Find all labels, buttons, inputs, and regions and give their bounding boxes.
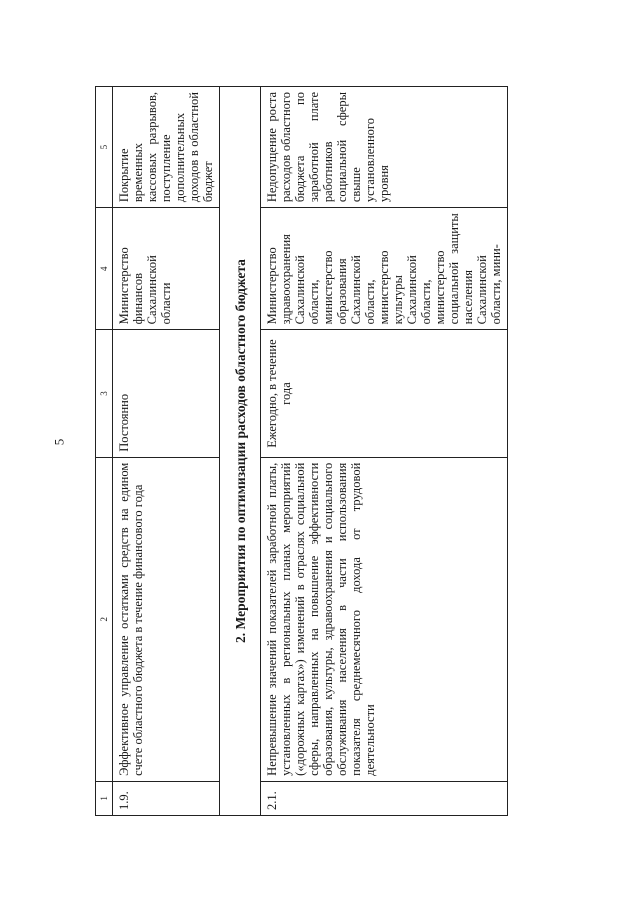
rotated-page-content — [95, 56, 635, 856]
result-cell: Покрытие временных кассовых разрывов, поступление дополнительных доходов в областной бюджет — [113, 87, 220, 208]
section-heading-row — [220, 87, 261, 816]
page-number: 5 — [51, 438, 67, 446]
table-row — [113, 87, 220, 816]
table-header-row — [96, 87, 113, 816]
result-cell: Недопущение роста расходов областного бюджета по заработной плате работников социальной сферы свыше установленного уровня — [261, 87, 508, 208]
executor-cell: Министерство финансов Сахалинской области — [113, 208, 220, 330]
row-number: 1.9. — [113, 781, 220, 815]
header-col-4: 4 — [96, 208, 113, 330]
measures-table — [95, 86, 508, 816]
executor-cell: Министерство здравоохранения Сахалинской области, министерство образования Сахалинской области, министерство культуры Сахалинской области, министерство социальной защиты населения Сахалинской области, мини- — [261, 208, 508, 330]
measure-cell: Эффективное управление остатками средств на едином счете областного бюджета в течение финансового года — [113, 457, 220, 781]
section-title: 2. Мероприятия по оптимизации расходов областного бюджета — [220, 87, 261, 816]
row-number: 2.1. — [261, 781, 508, 815]
header-col-5: 5 — [96, 87, 113, 208]
measure-cell: Непревышение значений показателей заработной платы, установленных в региональных планах мероприятий («дорожных картах») изменений в отраслях социальной сферы, направленных на повышение эффективности образования, культуры, здравоохранения и социального обслуживания населения в части использования показателя среднемесячного дохода от трудовой деятельности — [261, 457, 508, 781]
term-cell: Ежегодно, в течение года — [261, 330, 508, 457]
table-row — [261, 87, 508, 816]
header-col-1: 1 — [96, 781, 113, 815]
header-col-2: 2 — [96, 457, 113, 781]
term-cell: Постоянно — [113, 330, 220, 457]
header-col-3: 3 — [96, 330, 113, 457]
